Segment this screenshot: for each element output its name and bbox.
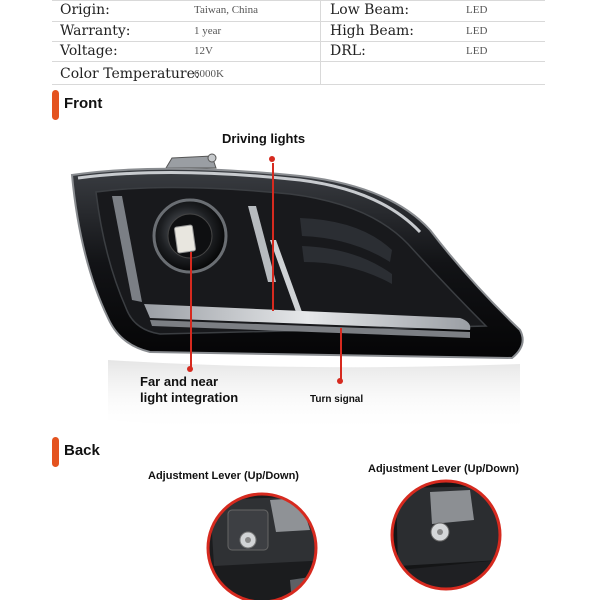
label-far-near-1: Far and near [140, 374, 219, 389]
spec-key-voltage: Voltage: [60, 43, 118, 59]
spec-value-warranty: 1 year [194, 25, 222, 37]
spec-key-low-beam: Low Beam: [330, 2, 410, 18]
section-title-front: Front [64, 95, 103, 112]
spec-value-drl: LED [466, 45, 488, 57]
spec-value-color-temperature: 6000K [194, 68, 224, 80]
spec-value-origin: Taiwan, China [194, 4, 258, 16]
spec-key-warranty: Warranty: [60, 23, 131, 39]
label-adjustment-lever-left: Adjustment Lever (Up/Down) [148, 470, 299, 482]
label-far-near-2: light integration [140, 390, 239, 405]
label-turn-signal: Turn signal [310, 394, 364, 405]
spec-value-low-beam: LED [466, 4, 488, 16]
spec-value-voltage: 12V [194, 45, 213, 57]
spec-value-high-beam: LED [466, 25, 488, 37]
label-adjustment-lever-right: Adjustment Lever (Up/Down) [368, 463, 519, 475]
label-driving-lights: Driving lights [222, 131, 306, 146]
spec-key-color-temperature: Color Temperature: [60, 66, 200, 82]
spec-key-origin: Origin: [60, 2, 110, 18]
section-title-back: Back [64, 442, 100, 459]
spec-key-high-beam: High Beam: [330, 23, 415, 39]
spec-key-drl: DRL: [330, 43, 366, 59]
adjustment-lever-right-photo [388, 478, 506, 600]
